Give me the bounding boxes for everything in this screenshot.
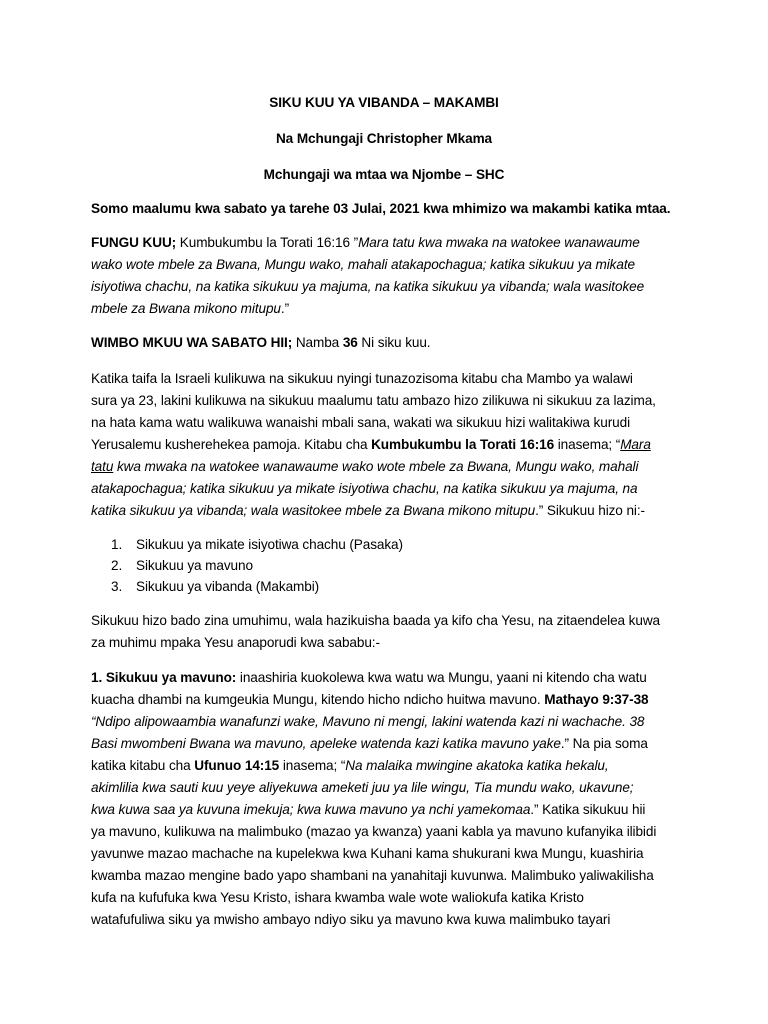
p3-line-8: ya mavuno, kulikuwa na malimbuko (mazao ya kwanza) yaani kabla ya mavuno kufanyika ilibidi <box>91 824 657 839</box>
list-text: Sikukuu ya mikate isiyotiwa chachu (Pasaka) <box>136 537 403 552</box>
fungu-verse-end: mbele za Bwana mikono mitupu <box>91 301 281 316</box>
fungu-line-4 <box>91 300 289 318</box>
p3-line-3: “Ndipo alipowaambia wanafunzi wake, Mavuno ni mengi, lakini watenda kazi ni wachache. 38 <box>91 714 645 729</box>
p3-line-6: akimlilia kwa sauti kuu yeye aliyekuwa ameketi juu ya lile wingu, Tia mundu wako, ukavune; <box>91 780 634 795</box>
p1-line-7 <box>91 502 645 520</box>
fungu-line-1 <box>91 234 640 252</box>
list-text: Sikukuu ya mavuno <box>136 558 253 573</box>
fungu-close: .” <box>280 301 289 316</box>
p3-l4-verse: Basi mwombeni Bwana wa mavuno, apeleke watenda kazi katika mavuno yake <box>91 736 561 751</box>
p2-line-1: Sikukuu hizo bado zina umuhimu, wala hazikuisha baada ya kifo cha Yesu, na zitaendelea kuwa <box>91 613 661 628</box>
fungu-ref: Kumbukumbu la Torati 16:16 ” <box>176 235 359 250</box>
p1-l7-text: .” Sikukuu hizo ni:- <box>535 503 645 518</box>
scripture-ref: Mathayo 9:37-38 <box>544 692 649 707</box>
fungu-line-2: wako wote mbele za Bwana, Mungu wako, mahali atakapochagua; katika sikukuu ya mikate <box>91 257 635 272</box>
fungu-line-3: isiyotiwa chachu, na katika sikukuu ya majuma, na katika sikukuu ya vibanda; wala wasitokee <box>91 279 645 294</box>
p3-line-9: yavunwe mazao machache na kupelekwa kwa Kuhani kama shukurani kwa Mungu, kuashiria <box>91 846 644 861</box>
wimbo-number: 36 <box>342 335 358 350</box>
list-number: 2. <box>111 558 123 573</box>
wimbo-title: Ni siku kuu. <box>357 335 431 350</box>
fungu-label: FUNGU KUU; <box>91 235 177 250</box>
p1-l7-verse: katika sikukuu ya vibanda; wala wasitokee mbele za Bwana mikono mitupu <box>91 503 536 518</box>
p1-l5-text: kwa mwaka na watokee wanawaume wako wote mbele za Bwana, Mungu wako, mahali <box>113 459 639 474</box>
p1-line-3: na hata kama watu walikuwa wanaishi mbali sana, wakati wa sikukuu hizi walitakiwa kurudi <box>91 415 630 430</box>
wimbo-label: WIMBO MKUU WA SABATO HII; <box>91 335 293 350</box>
p3-line-7 <box>91 801 645 819</box>
p3-l2-text: kuacha dhambi na kumgeukia Mungu, kitendo hicho ndicho huitwa mavuno. <box>91 692 545 707</box>
p3-line-10: kwamba mazao mengine bado yapo shambani na yanahitaji kuvunwa. Malimbuko yaliwakilisha <box>91 868 654 883</box>
p3-line-1 <box>91 669 647 687</box>
scripture-ref: Ufunuo 14:15 <box>194 758 280 773</box>
p1-line-4 <box>91 436 651 454</box>
p3-line-5 <box>91 757 609 775</box>
list-text: Sikukuu ya vibanda (Makambi) <box>136 579 320 594</box>
p3-line-2 <box>91 691 649 709</box>
document-title: SIKU KUU YA VIBANDA – MAKAMBI <box>269 95 499 110</box>
p1-line-6: atakapochagua; katika sikukuu ya mikate isiyotiwa chachu, na katika sikukuu ya majuma, na <box>91 481 638 496</box>
p3-l7-verse: kwa kuwa saa ya kuvuna imekuja; kwa kuwa mavuno ya nchi yamekomaa <box>91 802 531 817</box>
p1-l4-text: Yerusalemu kusherehekea pamoja. Kitabu cha <box>91 437 372 452</box>
p3-l5-text: katika kitabu cha <box>91 758 195 773</box>
p3-l7-text: .” Katika sikukuu hii <box>530 802 646 817</box>
p3-line-11: kufa na kufufuka kwa Yesu Kristo, ishara kwamba wale wote waliokufa katika Kristo <box>91 890 584 905</box>
p1-line-1: Katika taifa la Israeli kulikuwa na sikukuu nyingi tunazozisoma kitabu cha Mambo ya walawi <box>91 371 633 386</box>
p1-line-5 <box>91 458 638 476</box>
p3-l5-inasema: inasema; “ <box>279 758 346 773</box>
wimbo-pre: Namba <box>292 335 343 350</box>
wimbo-line <box>91 334 431 352</box>
p1-line-2: sura ya 23, lakini kulikuwa na sikukuu maalumu tatu ambazo hizo zilikuwa ni sikukuu za lazima, <box>91 393 656 408</box>
fungu-verse-start: Mara tatu kwa mwaka na watokee wanawaume <box>358 235 640 250</box>
p3-l5-verse: Na malaika mwingine akatoka katika hekalu, <box>345 758 609 773</box>
p1-l4-mara: Mara <box>620 437 651 452</box>
list-number: 3. <box>111 579 123 594</box>
p1-l5-tatu: tatu <box>91 459 114 474</box>
intro-line: Somo maalumu kwa sabato ya tarehe 03 Julai, 2021 kwa mhimizo wa makambi katika mtaa. <box>91 201 671 216</box>
p3-line-4 <box>91 735 648 753</box>
section-heading: 1. Sikukuu ya mavuno: <box>91 670 237 685</box>
scripture-ref: Kumbukumbu la Torati 16:16 <box>371 437 555 452</box>
p3-line-12: watafufuliwa siku ya mwisho ambayo ndiyo siku ya mavuno kwa kuwa malimbuko tayari <box>91 912 611 927</box>
p3-l4-text: .” Na pia soma <box>560 736 648 751</box>
role-line: Mchungaji wa mtaa wa Njombe – SHC <box>263 167 505 182</box>
p3-l1-text: inaashiria kuokolewa kwa watu wa Mungu, yaani ni kitendo cha watu <box>236 670 647 685</box>
author-line: Na Mchungaji Christopher Mkama <box>275 131 493 146</box>
list-number: 1. <box>111 537 123 552</box>
p1-l4-inasema: inasema; “ <box>554 437 621 452</box>
p2-line-2: za muhimu mpaka Yesu anaporudi kwa sababu:- <box>91 635 380 650</box>
